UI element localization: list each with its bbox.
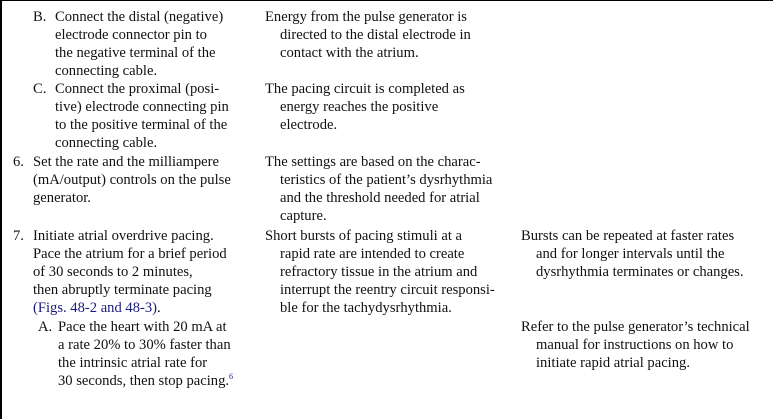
- text-line: [265, 8, 471, 26]
- line-text: electrode.: [280, 117, 338, 133]
- line-text: Connect the distal (negative): [55, 9, 224, 25]
- line-text: and for longer intervals until the: [536, 246, 725, 262]
- text-line: [55, 98, 229, 116]
- line-text: the negative terminal of the: [55, 45, 216, 61]
- text-line: [265, 26, 471, 44]
- text-line: [265, 80, 465, 98]
- line-text: Energy from the pulse generator is: [265, 9, 467, 25]
- step-marker: 7.: [13, 228, 24, 244]
- line-text: rapid rate are intended to create: [280, 246, 465, 262]
- line-text: initiate rapid atrial pacing.: [536, 355, 690, 371]
- step-marker: C.: [33, 81, 47, 97]
- table-top-border: [0, 0, 773, 1]
- text-line: [33, 227, 227, 245]
- text-line: [55, 116, 229, 134]
- line-text: interrupt the reentry circuit responsi-: [280, 282, 495, 298]
- text-line: [521, 227, 744, 245]
- line-text: ble for the tachydysrhythmia.: [280, 300, 452, 316]
- line-text: teristics of the patient’s dysrhythmia: [280, 172, 493, 188]
- text-line: [265, 299, 495, 317]
- text-line: [58, 318, 233, 336]
- rationale-text: [265, 80, 465, 134]
- line-text: electrode connector pin to: [55, 27, 207, 43]
- text-line: [55, 26, 223, 44]
- text-line: [265, 171, 492, 189]
- line-text: and the threshold needed for atrial: [280, 190, 480, 206]
- text-line: [265, 227, 495, 245]
- text-line: [33, 299, 227, 317]
- text-line: [55, 134, 229, 152]
- text-line: [265, 281, 495, 299]
- procedure-step-text: [55, 8, 223, 80]
- text-line: [33, 263, 227, 281]
- special-considerations-text: [521, 318, 750, 372]
- figure-reference-link[interactable]: (Figs. 48-2 and 48-3): [33, 300, 158, 316]
- text-line: [265, 153, 492, 171]
- line-text: energy reaches the positive: [280, 99, 439, 115]
- text-line: [265, 207, 492, 225]
- line-text: Initiate atrial overdrive pacing.: [33, 228, 214, 244]
- step-marker: A.: [38, 319, 53, 335]
- step-marker: B.: [33, 9, 47, 25]
- text-line: [521, 354, 750, 372]
- procedure-step-text: [33, 153, 231, 207]
- rationale-text: [265, 8, 471, 62]
- rationale-text: [265, 153, 492, 225]
- line-text: Bursts can be repeated at faster rates: [521, 228, 735, 244]
- text-line: [58, 354, 233, 372]
- line-text: Pace the heart with 20 mA at: [58, 319, 227, 335]
- line-text: directed to the distal electrode in: [280, 27, 471, 43]
- special-considerations-text: [521, 227, 744, 281]
- line-text: connecting cable.: [55, 63, 158, 79]
- procedure-step-text: [58, 318, 233, 390]
- line-text: refractory tissue in the atrium and: [280, 264, 478, 280]
- text-line: [33, 281, 227, 299]
- line-text: a rate 20% to 30% faster than: [58, 337, 231, 353]
- line-text: The pacing circuit is completed as: [265, 81, 465, 97]
- text-line: [265, 44, 471, 62]
- text-line: [58, 336, 233, 354]
- line-text: dysrhythmia terminates or changes.: [536, 264, 744, 280]
- procedure-step-text: [33, 227, 227, 317]
- text-line: [55, 44, 223, 62]
- line-text: Pace the atrium for a brief period: [33, 246, 227, 262]
- text-line: [55, 8, 223, 26]
- text-line: [521, 263, 744, 281]
- step-marker: 6.: [13, 154, 24, 170]
- line-text: 30 seconds, then stop pacing.: [58, 373, 230, 389]
- line-text: The settings are based on the charac-: [265, 154, 481, 170]
- text-line: [521, 318, 750, 336]
- line-text: capture.: [280, 208, 327, 224]
- line-text: connecting cable.: [55, 135, 158, 151]
- rationale-text: [265, 227, 495, 317]
- text-line: [33, 245, 227, 263]
- text-line: [521, 245, 744, 263]
- text-line: [265, 245, 495, 263]
- line-text: (mA/output) controls on the pulse: [33, 172, 231, 188]
- procedure-step-text: [55, 80, 229, 152]
- text-line: [521, 336, 750, 354]
- line-text: to the positive terminal of the: [55, 117, 228, 133]
- line-text: generator.: [33, 190, 91, 206]
- text-line: [33, 189, 231, 207]
- table-left-border: [0, 0, 2, 419]
- line-text: Connect the proximal (posi-: [55, 81, 220, 97]
- line-text: contact with the atrium.: [280, 45, 419, 61]
- line-text: Short bursts of pacing stimuli at a: [265, 228, 462, 244]
- punctuation: .: [157, 300, 161, 316]
- text-line: [265, 189, 492, 207]
- text-line: [33, 153, 231, 171]
- text-line: [265, 263, 495, 281]
- line-text: of 30 seconds to 2 minutes,: [33, 264, 193, 280]
- text-line: [58, 372, 233, 390]
- line-text: manual for instructions on how to: [536, 337, 734, 353]
- text-line: [265, 116, 465, 134]
- text-line: [55, 80, 229, 98]
- line-text: Refer to the pulse generator’s technical: [521, 319, 750, 335]
- reference-superscript[interactable]: 6: [229, 372, 234, 381]
- line-text: then abruptly terminate pacing: [33, 282, 212, 298]
- line-text: Set the rate and the milliampere: [33, 154, 219, 170]
- line-text: tive) electrode connecting pin: [55, 99, 229, 115]
- line-text: the intrinsic atrial rate for: [58, 355, 208, 371]
- text-line: [55, 62, 223, 80]
- text-line: [265, 98, 465, 116]
- text-line: [33, 171, 231, 189]
